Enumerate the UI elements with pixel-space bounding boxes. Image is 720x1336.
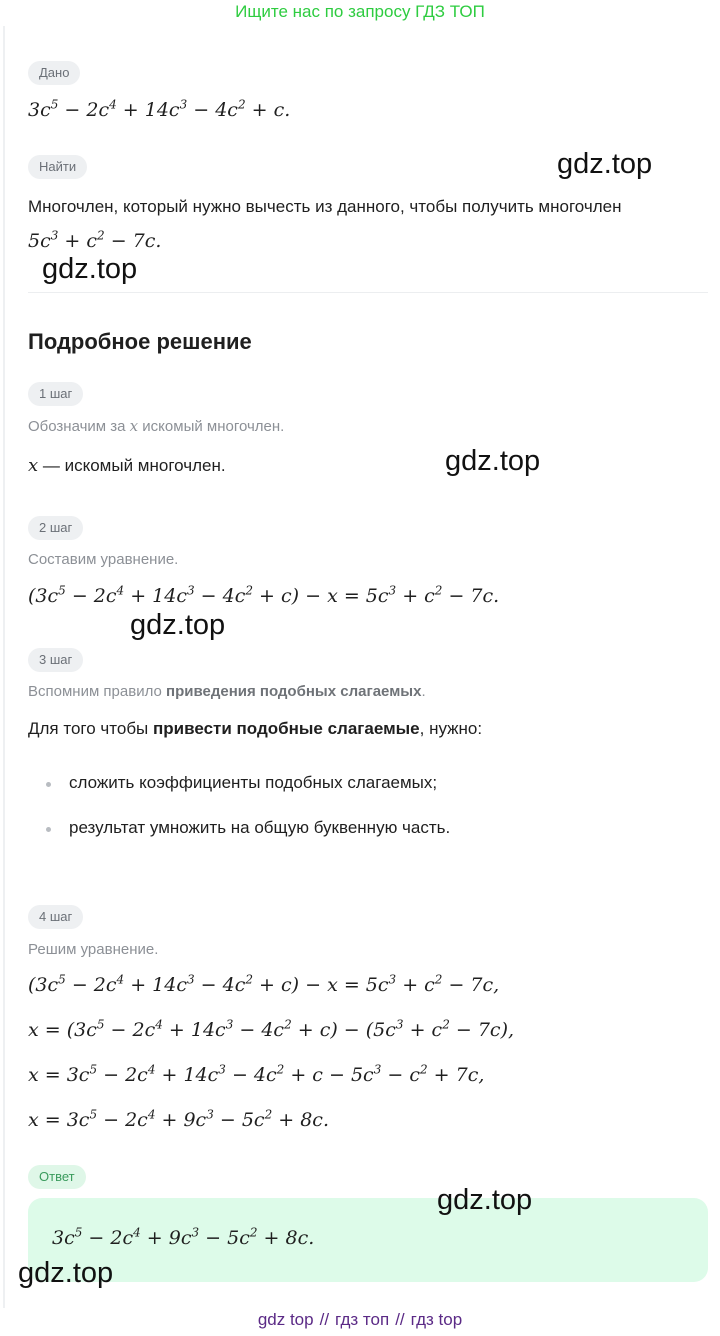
bullet-dot bbox=[46, 827, 51, 832]
step-1-hint: Обозначим за x искомый многочлен. bbox=[28, 417, 285, 435]
bullet-dot bbox=[46, 782, 51, 787]
answer-section bbox=[28, 1165, 86, 1189]
search-banner: Ищите нас по запросу ГДЗ ТОП bbox=[235, 2, 485, 21]
step-3-badge: 3 шаг bbox=[28, 648, 83, 672]
step-3-rule: Для того чтобы привести подобные слагаемые, нужно: bbox=[28, 719, 483, 738]
footer-links: gdz top // гдз топ // гдз top bbox=[257, 1310, 463, 1329]
find-badge: Найти bbox=[28, 155, 87, 179]
step-4-line-2: $x = (3c^5 - 2c^4 + 14c^3 - 4c^2 + c) - (5c^3 + c^2 - 7c)$, bbox=[28, 1017, 515, 1041]
solution-title: Подробное решение bbox=[28, 329, 252, 354]
watermark: gdz.top bbox=[42, 253, 138, 285]
step-2-equation: $(3c^5 - 2c^4 + 14c^3 - 4c^2 + c) - x = 5c^3 + c^2 - 7c$. bbox=[28, 583, 500, 607]
left-border bbox=[3, 26, 5, 1308]
watermark: gdz.top bbox=[18, 1257, 114, 1289]
step-4-line-3: $x = 3c^5 - 2c^4 + 14c^3 - 4c^2 + c - 5c^3 - c^2 + 7c$, bbox=[28, 1062, 485, 1086]
watermark: gdz.top bbox=[437, 1184, 533, 1216]
given-badge: Дано bbox=[28, 61, 80, 85]
bullet-item: сложить коэффициенты подобных слагаемых; bbox=[69, 773, 438, 792]
bullet-item: результат умножить на общую буквенную часть. bbox=[69, 818, 451, 837]
given-expression: $3c^5 - 2c^4 + 14c^3 - 4c^2 + c$. bbox=[28, 97, 291, 121]
divider bbox=[28, 292, 708, 293]
step-4-line-4: $x = 3c^5 - 2c^4 + 9c^3 - 5c^2 + 8c$. bbox=[28, 1107, 329, 1131]
step-4-line-1: $(3c^5 - 2c^4 + 14c^3 - 4c^2 + c) - x = 5c^3 + c^2 - 7c$, bbox=[28, 972, 500, 996]
step-3-hint: Вспомним правило приведения подобных слагаемых. bbox=[28, 683, 426, 700]
watermark: gdz.top bbox=[445, 445, 541, 477]
step-2-hint: Составим уравнение. bbox=[28, 551, 179, 568]
target-polynomial: $5c^3 + c^2 - 7c$. bbox=[28, 228, 162, 252]
footer-link[interactable]: гдз топ bbox=[335, 1310, 390, 1329]
step-3 bbox=[28, 648, 83, 672]
step-1-badge: 1 шаг bbox=[28, 382, 83, 406]
step-1-line: x — искомый многочлен. bbox=[28, 455, 226, 476]
find-text: Многочлен, который нужно вычесть из данного, чтобы получить многочлен bbox=[28, 197, 622, 216]
step-4-hint: Решим уравнение. bbox=[28, 941, 159, 958]
given-section bbox=[28, 61, 80, 85]
step-1 bbox=[28, 382, 83, 406]
watermark: gdz.top bbox=[557, 148, 653, 180]
footer-link[interactable]: gdz top bbox=[257, 1310, 314, 1329]
find-section bbox=[28, 155, 87, 179]
footer-link[interactable]: гдз top bbox=[410, 1310, 463, 1329]
step-2 bbox=[28, 516, 83, 540]
answer-expression: $3c^5 - 2c^4 + 9c^3 - 5c^2 + 8c$. bbox=[52, 1225, 315, 1249]
answer-badge: Ответ bbox=[28, 1165, 86, 1189]
watermark: gdz.top bbox=[130, 609, 226, 641]
step-2-badge: 2 шаг bbox=[28, 516, 83, 540]
step-4-badge: 4 шаг bbox=[28, 905, 83, 929]
step-4 bbox=[28, 905, 83, 929]
